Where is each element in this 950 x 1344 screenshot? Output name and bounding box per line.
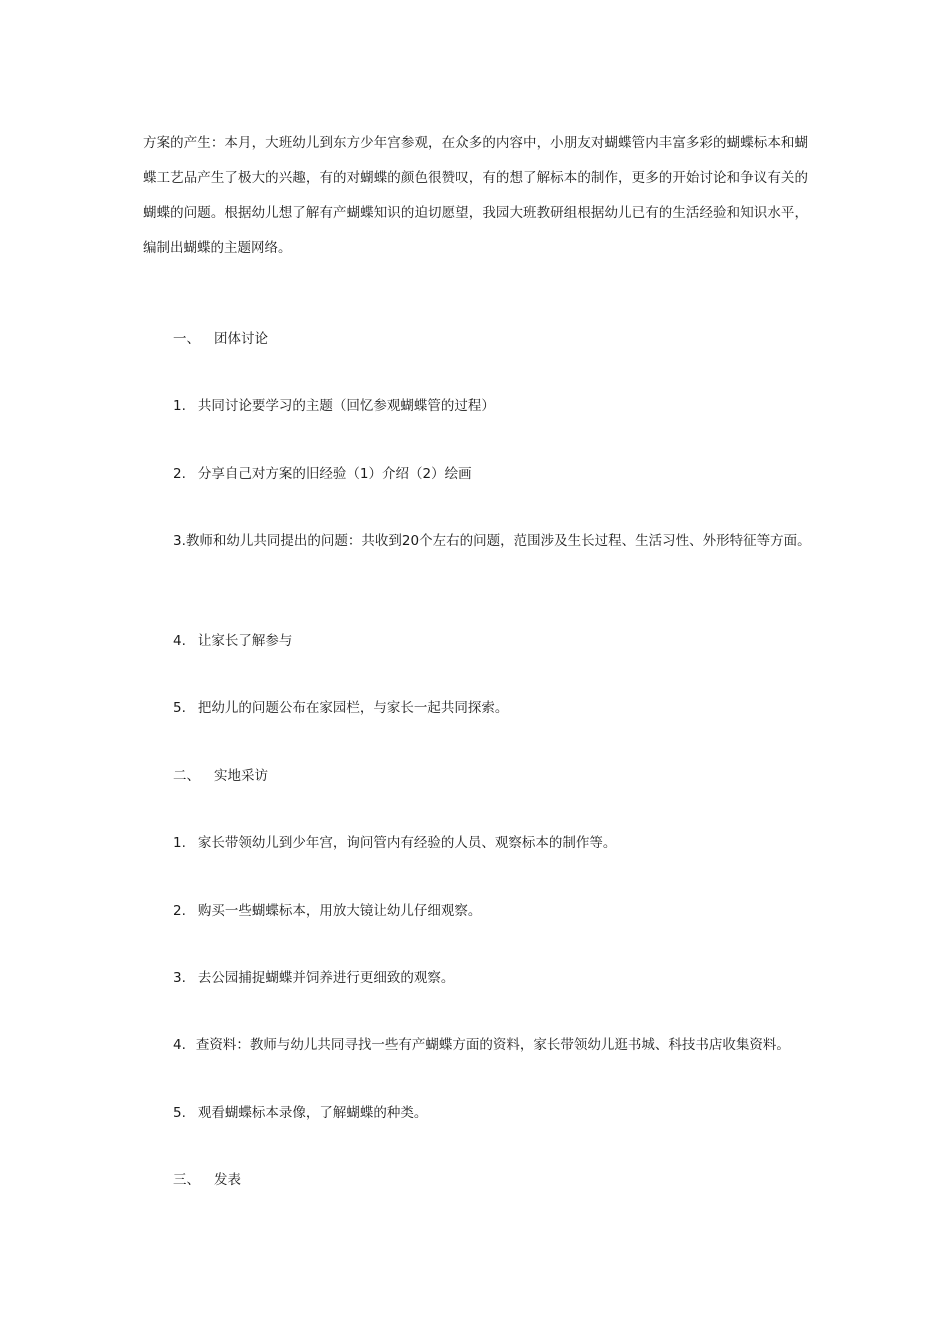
section-number: 二、 xyxy=(173,768,200,784)
item-number: 2. xyxy=(173,903,186,919)
item-text: 分享自己对方案的旧经验（1）介绍（2）绘画 xyxy=(197,466,472,482)
section-heading-3 xyxy=(173,1170,241,1190)
item-number: 3. xyxy=(173,533,186,549)
section-title: 实地采访 xyxy=(214,768,268,784)
item-text: 购买一些蝴蝶标本，用放大镜让幼儿仔细观察。 xyxy=(197,903,482,919)
list-item xyxy=(173,698,508,718)
list-item xyxy=(173,1103,427,1123)
section-number: 一、 xyxy=(173,331,200,347)
item-number: 5. xyxy=(173,700,186,716)
list-item xyxy=(173,464,472,484)
intro-paragraph: 方案的产生：本月，大班幼儿到东方少年宫参观，在众多的内容中，小朋友对蝴蝶管内丰富多彩的蝴蝶标本和蝴蝶工艺品产生了极大的兴趣，有的对蝴蝶的颜色很赞叹，有的想了解标本的制作，更多的开始讨论和争议有关的蝴蝶的问题。根据幼儿想了解有产蝴蝶知识的迫切愿望，我园大班教研组根据幼儿已有的生活经验和知识水平，编制出蝴蝶的主题网络。 xyxy=(143,135,808,256)
section-title: 团体讨论 xyxy=(214,331,268,347)
list-item xyxy=(173,1035,790,1055)
item-text: 教师和幼儿共同提出的问题：共收到20个左右的问题，范围涉及生长过程、生活习性、外形特征等方面。 xyxy=(185,533,811,549)
item-number: 5. xyxy=(173,1105,186,1121)
section-title: 发表 xyxy=(214,1172,241,1188)
item-number: 4. xyxy=(173,633,186,649)
list-item xyxy=(173,833,616,853)
item-number: 1. xyxy=(173,835,186,851)
section-heading-2 xyxy=(173,766,268,786)
item-number: 3. xyxy=(173,970,186,986)
item-text: 去公园捕捉蝴蝶并饲养进行更细致的观察。 xyxy=(197,970,455,986)
section-heading-1 xyxy=(173,329,268,349)
item-number: 1. xyxy=(173,398,186,414)
item-number: 4. xyxy=(173,1037,186,1053)
item-text: 观看蝴蝶标本录像，了解蝴蝶的种类。 xyxy=(197,1105,428,1121)
list-item xyxy=(173,396,495,416)
list-item xyxy=(173,901,481,921)
item-text: 查资料：教师与幼儿共同寻找一些有产蝴蝶方面的资料，家长带领幼儿逛书城、科技书店收集资料。 xyxy=(195,1037,790,1053)
item-text: 共同讨论要学习的主题（回忆参观蝴蝶管的过程） xyxy=(197,398,495,414)
item-text: 让家长了解参与 xyxy=(197,633,293,649)
list-item xyxy=(173,631,292,651)
item-text: 把幼儿的问题公布在家园栏，与家长一起共同探索。 xyxy=(197,700,509,716)
list-item xyxy=(173,968,454,988)
section-number: 三、 xyxy=(173,1172,200,1188)
item-text: 家长带领幼儿到少年宫，询问管内有经验的人员、观察标本的制作等。 xyxy=(197,835,617,851)
list-item xyxy=(143,524,813,558)
item-number: 2. xyxy=(173,466,186,482)
